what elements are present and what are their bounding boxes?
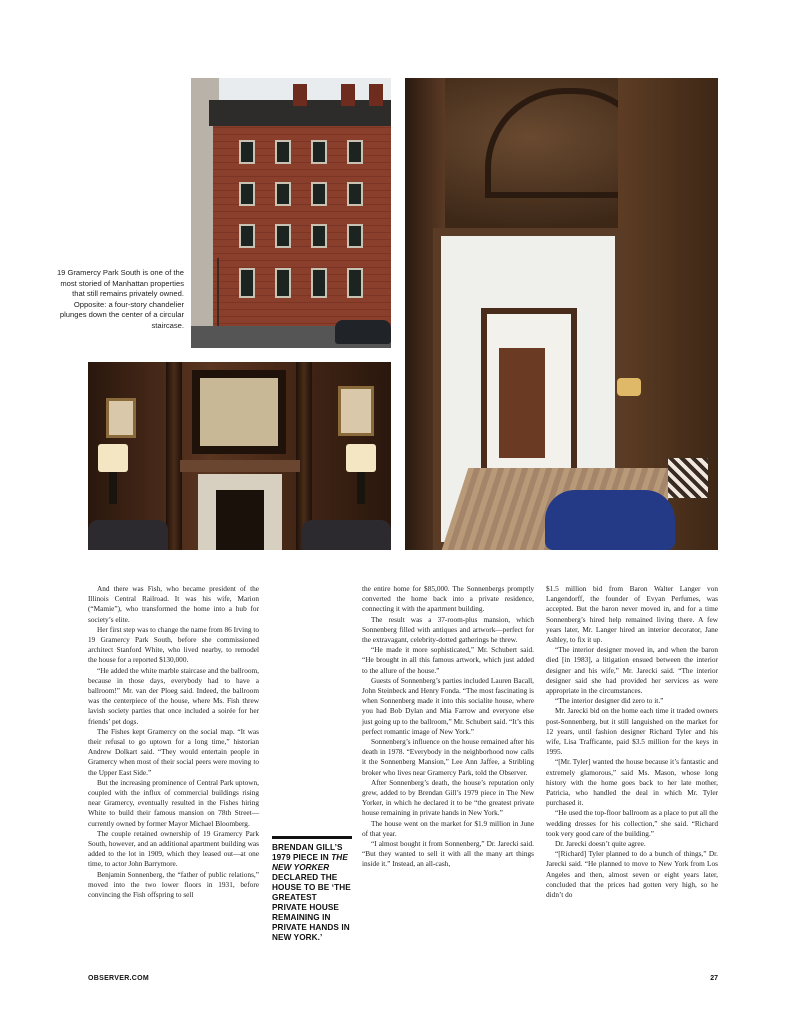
paragraph: And there was Fish, who became president of the Illinois Central Railroad. It was his wife, Marion (“Mamie”), who transformed the home into a hub for society’s elite. — [88, 584, 259, 624]
paragraph: The Fishes kept Gramercy on the social map. “It was their refusal to go uptown for a long time,” historian Andrew Dolkart said. “They would entertain people in Gramercy when most of their social peers were moving to the Upper East Side.” — [88, 726, 259, 777]
photo-building-exterior — [191, 78, 391, 348]
framed-mirror — [192, 370, 286, 454]
article-column-3 — [546, 584, 718, 900]
patterned-pillow — [668, 458, 708, 498]
paragraph: Mr. Jarecki bid on the home each time it traded owners post-Sonnenberg, but it still languished on the market for 12 years, until fashion designer Richard Tyler and his wife, Lisa Trafficante, paid $3.5 million for the keys in 1995. — [546, 706, 718, 757]
paragraph: “The interior designer moved in, and when the baron died [in 1983], a litigation ensued between the interior designer and his wife,” Mr. Jarecki said. “The interior designer said she had provided her services as were appropriate in the circumstances. — [546, 645, 718, 696]
pull-quote-text: DECLARED THE HOUSE TO BE ‘THE GREATEST PRIVATE HOUSE REMAINING IN PRIVATE HANDS IN NEW YORK.’ — [272, 873, 351, 942]
paragraph: The result was a 37-room-plus mansion, which Sonnenberg filled with antiques and artwork—perfect for the extravagant, celebrity-dotted gatherings he threw. — [362, 614, 534, 645]
window — [311, 268, 327, 298]
sofa — [88, 520, 168, 550]
paragraph: After Sonnenberg’s death, the house’s reputation only grew, added to by Brendan Gill’s 1979 piece in The New Yorker, in which he declared it to be “the greatest private house remaining in private hands in New York.” — [362, 777, 534, 818]
firebox — [216, 490, 264, 550]
window — [311, 182, 327, 206]
window — [347, 140, 363, 164]
window — [239, 140, 255, 164]
window — [275, 182, 291, 206]
window — [311, 140, 327, 164]
window — [239, 182, 255, 206]
chimney — [293, 84, 307, 106]
blue-armchair — [545, 490, 675, 550]
paragraph: “He made it more sophisticated,” Mr. Schubert said. “He brought in all this famous artwork, which just added to the allure of the house.” — [362, 645, 534, 675]
paragraph: “He used the top-floor ballroom as a place to put all the wedding dresses for his collection,” she said. “Richard took very good care of the building.” — [546, 808, 718, 838]
pull-quote — [272, 836, 352, 943]
window — [347, 224, 363, 248]
pull-quote-text: BRENDAN GILL’S 1979 PIECE IN — [272, 843, 343, 862]
paragraph: “I almost bought it from Sonnenberg,” Dr. Jarecki said. “But they wanted to sell it with all the many art things inside it.” Instead, an all-cash, — [362, 839, 534, 869]
paragraph: “The interior designer did zero to it.” — [555, 696, 664, 706]
paragraph: Dr. Jarecki doesn’t quite agree. — [555, 839, 646, 849]
lampshade — [98, 444, 128, 472]
paragraph: Benjamin Sonnenberg, the “father of public relations,” moved into the two lower floors in 1931, before convincing the Fish offspring to sell — [88, 869, 259, 900]
paragraph: “[Mr. Tyler] wanted the house because it’s fantastic and extremely glamorous,” said Ms. Mason, whose long history with the home goes back to her late mother, Patricia, who handled the deal in which Mr. Tyler purchased it. — [546, 757, 718, 808]
lamp-base — [357, 472, 365, 504]
footer-site-name: OBSERVER.COM — [88, 975, 150, 982]
photo-interior-hallway — [405, 78, 718, 550]
mantle — [180, 460, 300, 472]
window — [275, 224, 291, 248]
chimney — [341, 84, 355, 106]
lampshade — [346, 444, 376, 472]
paragraph: the entire home for $85,000. The Sonnenbergs promptly converted the home back into a private residence, connecting it with the apartment building. — [362, 584, 534, 614]
window — [275, 140, 291, 164]
paragraph: Her first step was to change the name from 86 Irving to 19 Gramercy Park South, before she commissioned architect Stanford White, who lived nearby, to remodel the house for a reported $130,000. — [88, 624, 259, 665]
paragraph: “He added the white marble staircase and the ballroom, because in those days, everybody had to have a ballroom!” Mr. van der Ploeg said. Indeed, the ballroom was the centerpiece of the house, where Ms. Fish threw lavish society parties that once included a soirée for her friends’ pet dogs. — [88, 665, 259, 726]
pull-quote-publication: THE NEW YORKER — [272, 853, 348, 872]
inner-door — [499, 348, 545, 458]
lamp-base — [109, 472, 117, 504]
paragraph: “[Richard] Tyler planned to do a bunch of things,” Dr. Jarecki said. “He planned to move to New York from Los Angeles and then, almost seven or eight years later, concluded that the prices had gotten very high, so he didn’t do — [546, 849, 718, 900]
sofa — [302, 520, 391, 550]
window — [239, 224, 255, 248]
portrait-painting — [338, 386, 374, 436]
table-lamp — [617, 378, 641, 396]
chimney — [369, 84, 383, 106]
window — [347, 182, 363, 206]
paragraph: But the increasing prominence of Central Park uptown, coupled with the influx of commercial buildings rising near Gramercy, eventually resulted in the Fishes hiring White to build their famous mansion on 78th Street—currently owned by former Mayor Michael Bloomberg. — [88, 777, 259, 828]
paragraph: The house went on the market for $1.9 million in June of that year. — [362, 818, 534, 838]
article-column-1 — [88, 584, 259, 900]
page-number: 27 — [710, 975, 718, 982]
window — [311, 224, 327, 248]
paragraph: $1.5 million bid from Baron Walter Langer von Langendorff, the founder of Evyan Perfumes, was accepted. But the baron never moved in, and for a time Sonnenberg’s hired help remained living there. A few years later, Mr. Langer hired an interior decorator, Jane Ashley, to fix it up. — [546, 584, 718, 645]
carved-column — [166, 362, 182, 550]
paragraph: Sonnenberg’s influence on the house remained after his death in 1978. “Everybody in the neighborhood now calls it the Sonnenberg Mansion,” Lee Ann Jaffee, a Stribling broker who lives near Gramercy Park, told the Observer. — [362, 737, 534, 777]
parked-car — [335, 320, 391, 344]
article-column-2 — [362, 584, 534, 870]
window — [275, 268, 291, 298]
portrait-painting — [106, 398, 136, 438]
photo-library-room — [88, 362, 391, 550]
photo-caption: 19 Gramercy Park South is one of the most storied of Manhattan properties that still remains privately owned. Opposite: a four-story chandelier plunges down the center of a circular staircase. — [56, 268, 184, 330]
window — [347, 268, 363, 298]
paragraph: Guests of Sonnenberg’s parties included Lauren Bacall, John Steinbeck and Henry Fonda. “The most fascinating is when Sonnenberg made it into this socialite house, where you had Bob Dylan and Mia Farrow and everyone else just going up to the ballroom,” Mr. Schubert said. “It’s this perfect romantic image of New York.” — [362, 675, 534, 736]
paragraph: The couple retained ownership of 19 Gramercy Park South, however, and an additional apartment building was added to the lot in 1909, which they leased out—at one time, to actor John Barrymore. — [88, 828, 259, 869]
